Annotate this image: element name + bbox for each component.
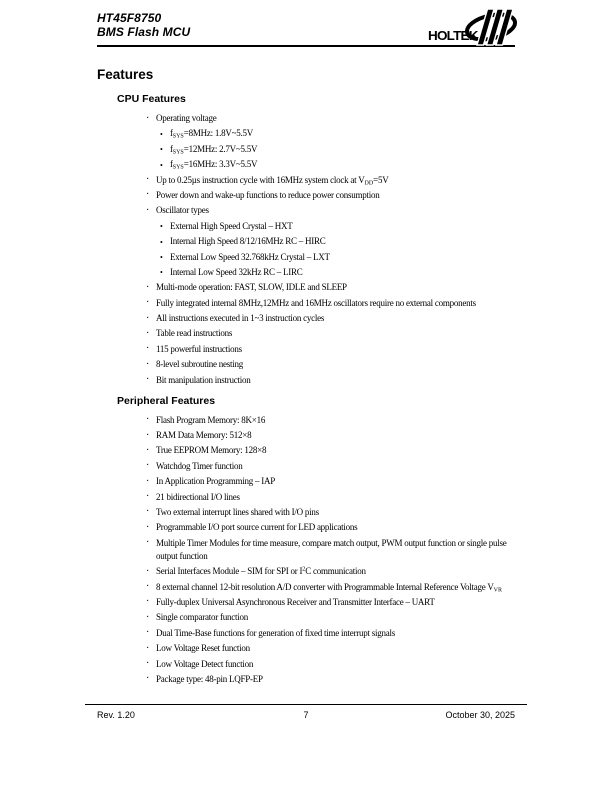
feature-list xyxy=(146,414,522,686)
bullet-icon: · xyxy=(146,358,150,370)
feature-item-text: Multiple Timer Modules for time measure, compare match output, PWM output function or single pulse output function xyxy=(156,537,507,561)
feature-item xyxy=(146,112,522,125)
feature-item-text: Single comparator function xyxy=(156,612,248,623)
feature-item xyxy=(146,673,522,686)
bullet-icon: · xyxy=(146,112,150,124)
feature-item-text: $f_{SYS}=8MHz$: 1.8V~5.5V xyxy=(170,128,253,140)
page-header xyxy=(97,12,515,47)
bullet-icon: • xyxy=(160,222,163,232)
feature-item xyxy=(146,611,522,624)
feature-item-text: True EEPROM Memory: 128×8 xyxy=(156,445,267,456)
feature-item xyxy=(146,204,522,217)
feature-item-text: Power down and wake-up functions to reduce power consumption xyxy=(156,189,380,200)
feature-item xyxy=(160,251,522,264)
feature-item-text: Low Voltage Reset function xyxy=(156,643,250,654)
bullet-icon: · xyxy=(146,506,150,518)
bullet-icon: · xyxy=(146,537,150,549)
bullet-icon: · xyxy=(146,658,150,669)
feature-item xyxy=(146,281,522,294)
bullet-icon: · xyxy=(146,521,150,533)
bullet-icon: · xyxy=(146,327,150,339)
features-sections xyxy=(97,93,518,686)
section-heading: CPU Features xyxy=(117,93,186,105)
feature-item-text: External Low Speed 32.768kHz Crystal – LXT xyxy=(170,251,330,262)
feature-item xyxy=(146,537,522,563)
bullet-icon: • xyxy=(160,129,163,139)
feature-item-text: Low Voltage Detect function xyxy=(156,658,254,669)
feature-item-text: Watchdog Timer function xyxy=(156,460,243,471)
page-body xyxy=(97,67,518,688)
bullet-icon: · xyxy=(146,374,150,386)
feature-item-text: Operating voltage xyxy=(156,113,217,123)
footer-date: October 30, 2025 xyxy=(445,710,515,720)
bullet-icon: • xyxy=(160,145,163,155)
bullet-icon: · xyxy=(146,429,150,441)
footer-page-number: 7 xyxy=(303,710,309,720)
feature-item xyxy=(146,189,522,202)
feature-item-text: 8 external channel 12-bit resolution A/D converter with Programmable Internal Reference Voltage $V_{VR}$ xyxy=(156,581,502,594)
feature-item-text: Two external interrupt lines shared with I/O pins xyxy=(156,506,319,517)
feature-item xyxy=(146,460,522,473)
feature-item-text: $f_{SYS}=12MHz$: 2.7V~5.5V xyxy=(170,143,258,156)
feature-item xyxy=(160,235,522,248)
feature-item xyxy=(146,444,522,457)
feature-item xyxy=(146,627,522,640)
bullet-icon: · xyxy=(146,475,150,487)
bullet-icon: · xyxy=(146,204,150,216)
bullet-icon: · xyxy=(146,174,150,186)
section-heading: Peripheral Features xyxy=(117,394,216,407)
feature-item xyxy=(146,475,522,488)
bullet-icon: • xyxy=(160,268,163,278)
features-title: Features xyxy=(97,67,154,82)
feature-item-text: All instructions executed in 1~3 instruction cycles xyxy=(156,313,325,324)
product-name: HT45F8750 xyxy=(97,11,162,25)
feature-item-text: Multi-mode operation: FAST, SLOW, IDLE and SLEEP xyxy=(156,282,347,293)
feature-item-text: Dual Time-Base functions for generation of fixed time interrupt signals xyxy=(156,627,395,638)
feature-item xyxy=(146,297,522,310)
feature-item-text: Serial Interfaces Module – SIM for SPI or $I^2C$ communication xyxy=(156,566,366,577)
bullet-icon: • xyxy=(160,160,163,170)
feature-item-text: 115 powerful instructions xyxy=(156,343,242,354)
feature-item-text: Internal Low Speed 32kHz RC – LIRC xyxy=(170,266,303,277)
feature-item xyxy=(160,127,522,140)
feature-item xyxy=(160,158,522,171)
feature-item xyxy=(146,658,522,671)
feature-item-text: Up to 0.25µs instruction cycle with 16MHz system clock at $V_{DD}=5V$ xyxy=(156,174,389,187)
bullet-icon: · xyxy=(146,565,150,577)
feature-item xyxy=(146,312,522,325)
feature-item-text: Flash Program Memory: 8K×16 xyxy=(156,414,266,425)
feature-item xyxy=(146,429,522,442)
feature-item xyxy=(146,642,522,655)
bullet-icon: · xyxy=(146,673,150,685)
feature-item-text: Package type: 48-pin LQFP-EP xyxy=(156,673,263,684)
feature-item-text: Internal High Speed 8/12/16MHz RC – HIRC xyxy=(170,236,326,247)
feature-item xyxy=(146,327,522,340)
section-cpu-features xyxy=(97,93,518,387)
bullet-icon: · xyxy=(146,297,150,309)
feature-item xyxy=(160,220,522,233)
bullet-icon: · xyxy=(146,189,150,201)
feature-item-text: Bit manipulation instruction xyxy=(156,374,251,385)
feature-item-text: External High Speed Crystal – HXT xyxy=(170,220,293,231)
feature-item xyxy=(146,174,522,187)
feature-item xyxy=(160,266,522,279)
feature-item xyxy=(146,581,522,594)
bullet-icon: · xyxy=(146,460,150,472)
bullet-icon: · xyxy=(146,611,150,623)
feature-item-text: Fully-duplex Universal Asynchronous Receiver and Transmitter Interface – UART xyxy=(156,596,435,607)
bullet-icon: • xyxy=(160,237,163,247)
holtek-logo-text: HOLTEK xyxy=(428,28,478,43)
feature-item-text: In Application Programming – IAP xyxy=(156,476,275,487)
feature-item xyxy=(146,358,522,371)
bullet-icon: · xyxy=(146,281,150,293)
feature-item-text: Table read instructions xyxy=(156,328,233,339)
feature-item xyxy=(146,565,522,578)
section-peripheral-features xyxy=(97,395,518,686)
feature-item xyxy=(160,143,522,156)
feature-item-text: 21 bidirectional I/O lines xyxy=(156,491,240,502)
page-footer xyxy=(85,704,527,725)
feature-item xyxy=(146,596,522,609)
feature-item xyxy=(146,491,522,504)
feature-item-text: 8-level subroutine nesting xyxy=(156,359,243,370)
bullet-icon: • xyxy=(160,253,163,263)
footer-revision: Rev. 1.20 xyxy=(97,710,135,720)
holtek-logo xyxy=(428,7,518,47)
bullet-icon: · xyxy=(146,627,150,639)
feature-item xyxy=(146,374,522,387)
feature-item-text: Programmable I/O port source current for LED applications xyxy=(156,522,358,533)
feature-item-text: RAM Data Memory: 512×8 xyxy=(156,430,252,441)
bullet-icon: · xyxy=(146,596,150,608)
feature-item-text: Oscillator types xyxy=(156,205,209,216)
feature-item xyxy=(146,343,522,356)
feature-item xyxy=(146,506,522,519)
bullet-icon: · xyxy=(146,581,150,593)
feature-item-text: $f_{SYS}=16MHz$: 3.3V~5.5V xyxy=(170,159,258,171)
feature-item-text: Fully integrated internal 8MHz,12MHz and 16MHz oscillators require no external components xyxy=(156,297,476,308)
product-subtitle: BMS Flash MCU xyxy=(97,24,191,39)
bullet-icon: · xyxy=(146,444,150,456)
bullet-icon: · xyxy=(146,312,150,324)
bullet-icon: · xyxy=(146,414,150,426)
bullet-icon: · xyxy=(146,491,150,503)
bullet-icon: · xyxy=(146,642,150,654)
feature-item xyxy=(146,521,522,534)
feature-list xyxy=(146,112,522,387)
bullet-icon: · xyxy=(146,343,150,355)
feature-item xyxy=(146,414,522,427)
